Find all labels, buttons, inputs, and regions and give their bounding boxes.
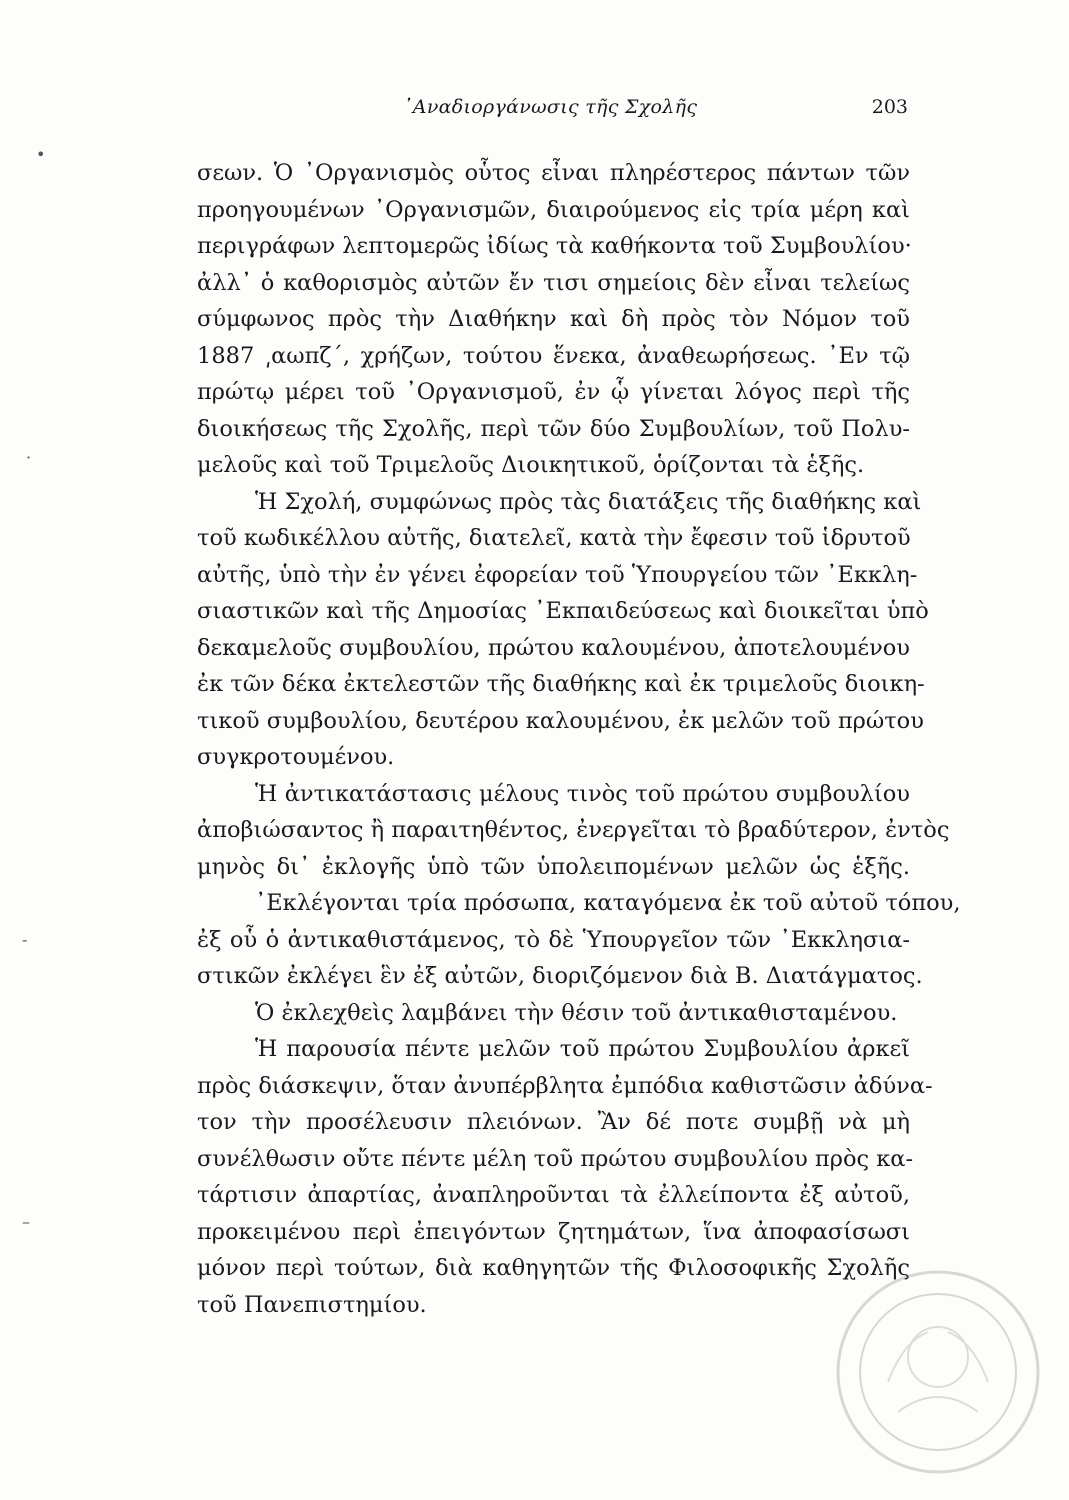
text-line: πρὸς διάσκεψιν, ὅταν ἀνυπέρβλητα ἐμπόδια καθιστῶσιν ἀδύνα- (197, 1072, 933, 1099)
text-line: τοῦ κωδικέλλου αὐτῆς, διατελεῖ, κατὰ τὴν ἔφεσιν τοῦ ἱδρυτοῦ (197, 525, 911, 551)
text-line: μηνὸς δι᾿ ἐκλογῆς ὑπὸ τῶν ὑπολειπομένων μελῶν ὡς ἑξῆς. (197, 853, 910, 880)
margin-dot: – (22, 1212, 30, 1231)
text-line: Ἡ Σχολή, συμφώνως πρὸς τὰς διατάξεις τῆς διαθήκης καὶ (255, 488, 922, 515)
body-text (197, 155, 961, 1323)
text-line: τάρτισιν ἀπαρτίας, ἀναπληροῦνται τὰ ἐλλείποντα ἐξ αὐτοῦ, (197, 1182, 910, 1208)
text-line: συγκροτουμένου. (197, 744, 395, 770)
text-line: προηγουμένων ᾿Οργανισμῶν, διαιρούμενος εἰς τρία μέρη καὶ (197, 196, 910, 223)
text-line: περιγράφων λεπτομερῶς ἰδίως τὰ καθήκοντα τοῦ Συμβουλίου· (197, 233, 912, 259)
text-line: τοῦ Πανεπιστημίου. (197, 1291, 427, 1318)
text-line: Ἡ ἀντικατάστασις μέλους τινὸς τοῦ πρώτου συμβουλίου (255, 780, 910, 807)
text-line: αὐτῆς, ὑπὸ τὴν ἐν γένει ἐφορείαν τοῦ Ὑπουργείου τῶν ᾿Εκκλη- (197, 561, 918, 588)
page-header (197, 96, 910, 130)
text-line: σύμφωνος πρὸς τὴν Διαθήκην καὶ δὴ πρὸς τὸν Νόμον τοῦ (197, 306, 910, 332)
margin-dot: - (22, 930, 28, 949)
margin-dot: · (26, 448, 32, 467)
text-line: προκειμένου περὶ ἐπειγόντων ζητημάτων, ἵνα ἀποφασίσωσι (197, 1218, 910, 1245)
text-line: ᾿Εκλέγονται τρία πρόσωπα, καταγόμενα ἐκ τοῦ αὐτοῦ τόπου, (255, 890, 961, 916)
page-number: 203 (871, 96, 908, 118)
text-line: δεκαμελοῦς συμβουλίου, πρώτου καλουμένου, ἀποτελουμένου (197, 634, 910, 661)
text-line: στικῶν ἐκλέγει ἓν ἐξ αὐτῶν, διοριζόμενον διὰ Β. Διατάγματος. (197, 963, 923, 989)
text-line: Ὁ ἐκλεχθεὶς λαμβάνει τὴν θέσιν τοῦ ἀντικαθισταμένου. (255, 999, 898, 1026)
margin-dot: • (36, 145, 46, 164)
text-line: τικοῦ συμβουλίου, δευτέρου καλουμένου, ἐκ μελῶν τοῦ πρώτου (197, 707, 924, 734)
text-line: σεων. Ὁ ᾿Οργανισμὸς οὗτος εἶναι πληρέστερος πάντων τῶν (197, 160, 910, 186)
text-line: μόνον περὶ τούτων, διὰ καθηγητῶν τῆς Φιλοσοφικῆς Σχολῆς (197, 1255, 910, 1281)
text-line: Ἡ παρουσία πέντε μελῶν τοῦ πρώτου Συμβουλίου ἀρκεῖ (255, 1036, 910, 1062)
text-line: πρώτῳ μέρει τοῦ ᾿Οργανισμοῦ, ἐν ᾧ γίνεται λόγος περὶ τῆς (197, 379, 910, 405)
text-line: ἀποβιώσαντος ἢ παραιτηθέντος, ἐνεργεῖται τὸ βραδύτερον, ἐντὸς (197, 817, 950, 843)
running-title: ᾿Αναδιοργάνωσις τῆς Σχολῆς (403, 96, 698, 118)
text-line: συνέλθωσιν οὔτε πέντε μέλη τοῦ πρώτου συμβουλίου πρὸς κα- (197, 1145, 914, 1172)
text-line: ἀλλ᾿ ὁ καθορισμὸς αὐτῶν ἔν τισι σημείοις δὲν εἶναι τελείως (197, 269, 910, 296)
text-line: 1887 ͵αωπζ΄, χρήζων, τούτου ἕνεκα, ἀναθεωρήσεως. ᾿Εν τῷ (197, 342, 910, 369)
text-line: σιαστικῶν καὶ τῆς Δημοσίας ᾿Εκπαιδεύσεως καὶ διοικεῖται ὑπὸ (197, 598, 929, 624)
text-line: μελοῦς καὶ τοῦ Τριμελοῦς Διοικητικοῦ, ὁρίζονται τὰ ἑξῆς. (197, 452, 865, 478)
text-line: ἐκ τῶν δέκα ἐκτελεστῶν τῆς διαθήκης καὶ ἐκ τριμελοῦς διοικη- (197, 671, 925, 697)
text-line: διοικήσεως τῆς Σχολῆς, περὶ τῶν δύο Συμβουλίων, τοῦ Πολυ- (197, 415, 910, 442)
library-stamp-icon (828, 1262, 1048, 1482)
text-line: ἐξ οὗ ὁ ἀντικαθιστάμενος, τὸ δὲ Ὑπουργεῖον τῶν ᾿Εκκλησια- (197, 926, 910, 953)
text-line: τον τὴν προσέλευσιν πλειόνων. Ἂν δέ ποτε συμβῇ νὰ μὴ (197, 1109, 910, 1135)
